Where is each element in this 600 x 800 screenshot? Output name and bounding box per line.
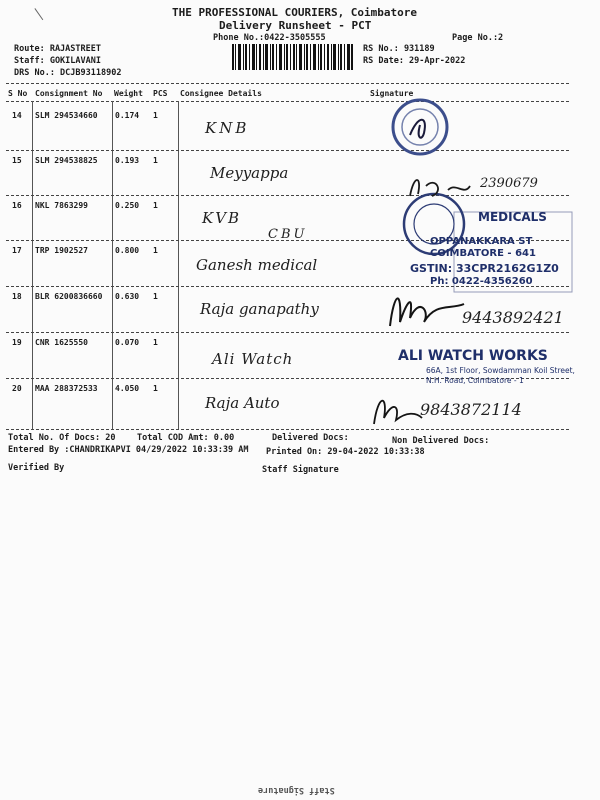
- row-weight: 0.070: [115, 338, 140, 347]
- row-weight: 0.193: [115, 156, 140, 165]
- handwritten-consignee: Meyyappa: [210, 164, 289, 182]
- phone-number: Phone No.:0422-3505555: [213, 33, 326, 43]
- col-sno: S No: [8, 89, 28, 98]
- row-sno: 16: [12, 201, 22, 210]
- stamp-medical-street: OPPANAKKARA ST: [430, 236, 533, 247]
- stamp-watch-address1: 66A, 1st Floor, Sowdamman Koil Street,: [426, 366, 575, 375]
- route: Route: RAJASTREET: [14, 44, 101, 54]
- row-pcs: 1: [153, 111, 158, 120]
- row-pcs: 1: [153, 246, 158, 255]
- signature-mark: [366, 388, 426, 434]
- handwritten-consignee: Ali Watch: [212, 350, 294, 368]
- verified-by: Verified By: [8, 463, 65, 473]
- handwritten-consignee: KNB: [205, 119, 250, 137]
- col-pcs: PCS: [153, 89, 168, 98]
- row-sno: 19: [12, 338, 22, 347]
- printed-on: Printed On: 29-04-2022 10:33:38: [266, 447, 425, 457]
- divider: [6, 429, 569, 430]
- stamp-medical-city: COIMBATORE - 641: [430, 248, 536, 259]
- row-sno: 14: [12, 111, 22, 120]
- row-consignment: TRP 1902527: [35, 246, 88, 255]
- stamp-medical-name: MEDICALS: [478, 210, 547, 224]
- non-delivered-docs: Non Delivered Docs:: [392, 436, 490, 446]
- row-pcs: 1: [153, 384, 158, 393]
- delivered-docs: Delivered Docs:: [272, 433, 349, 443]
- row-consignment: MAA 288372533: [35, 384, 98, 393]
- row-consignment: SLM 294534660: [35, 111, 98, 120]
- col-consignment: Consignment No: [35, 89, 103, 98]
- row-consignment: BLR 6200836660: [35, 292, 103, 301]
- row-consignment: CNR 1625550: [35, 338, 88, 347]
- staff-signature: Staff Signature: [262, 465, 339, 475]
- staff: Staff: GOKILAVANI: [14, 56, 101, 66]
- stamp-watch-address2: N.H. Road, Coimbatore - 1: [426, 376, 524, 385]
- entered-by: Entered By :CHANDRIKAPVI 04/29/2022 10:33:39 AM: [8, 445, 249, 455]
- drs-number: DRS No.: DCJB93118902: [14, 68, 122, 78]
- row-pcs: 1: [153, 201, 158, 210]
- row-weight: 0.174: [115, 111, 140, 120]
- handwritten-consignee: Raja Auto: [205, 394, 280, 412]
- row-pcs: 1: [153, 156, 158, 165]
- row-consignment: SLM 294538825: [35, 156, 98, 165]
- row-pcs: 1: [153, 338, 158, 347]
- row-sno: 15: [12, 156, 22, 165]
- row-weight: 0.800: [115, 246, 140, 255]
- handwritten-consignee: Raja ganapathy: [200, 300, 319, 318]
- page-number: Page No.:2: [452, 33, 504, 43]
- row-sno: 17: [12, 246, 22, 255]
- divider: [6, 332, 569, 333]
- signature-phone: 2390679: [480, 176, 538, 191]
- mirrored-staff-signature: Staff Signature: [258, 785, 335, 795]
- col-weight: Weight: [114, 89, 143, 98]
- row-consignment: NKL 7863299: [35, 201, 88, 210]
- col-signature: Signature: [370, 89, 414, 98]
- rs-number: RS No.: 931189: [363, 44, 435, 54]
- row-weight: 0.630: [115, 292, 140, 301]
- total-docs: Total No. Of Docs: 20: [8, 433, 116, 443]
- col-consignee: Consignee Details: [180, 89, 262, 98]
- scan-mark: [34, 6, 46, 20]
- handwritten-consignee: KVB: [202, 209, 242, 227]
- company-name: THE PROFESSIONAL COURIERS, Coimbatore: [172, 6, 418, 19]
- round-stamp-icon: [388, 95, 458, 165]
- rs-date: RS Date: 29-Apr-2022: [363, 56, 466, 66]
- handwritten-consignee-extra: CBU: [268, 227, 308, 242]
- signature-mark: [404, 172, 474, 204]
- stamp-medical-phone: Ph: 0422-4356260: [430, 276, 533, 287]
- runsheet-title: Delivery Runsheet - PCT: [219, 19, 372, 32]
- total-cod: Total COD Amt: 0.00: [137, 433, 235, 443]
- row-weight: 0.250: [115, 201, 140, 210]
- signature-phone: 9443892421: [462, 308, 564, 327]
- stamp-watch-name: ALI WATCH WORKS: [398, 348, 548, 364]
- row-pcs: 1: [153, 292, 158, 301]
- stamp-medical-gstin: GSTIN: 33CPR2162G1Z0: [410, 262, 559, 275]
- divider: [6, 101, 569, 102]
- signature-mark: [380, 282, 470, 338]
- row-weight: 4.050: [115, 384, 140, 393]
- divider: [6, 150, 569, 151]
- row-sno: 18: [12, 292, 22, 301]
- signature-phone: 9843872114: [420, 400, 522, 419]
- divider: [6, 83, 569, 84]
- row-sno: 20: [12, 384, 22, 393]
- handwritten-consignee: Ganesh medical: [196, 256, 318, 274]
- barcode: [232, 44, 354, 70]
